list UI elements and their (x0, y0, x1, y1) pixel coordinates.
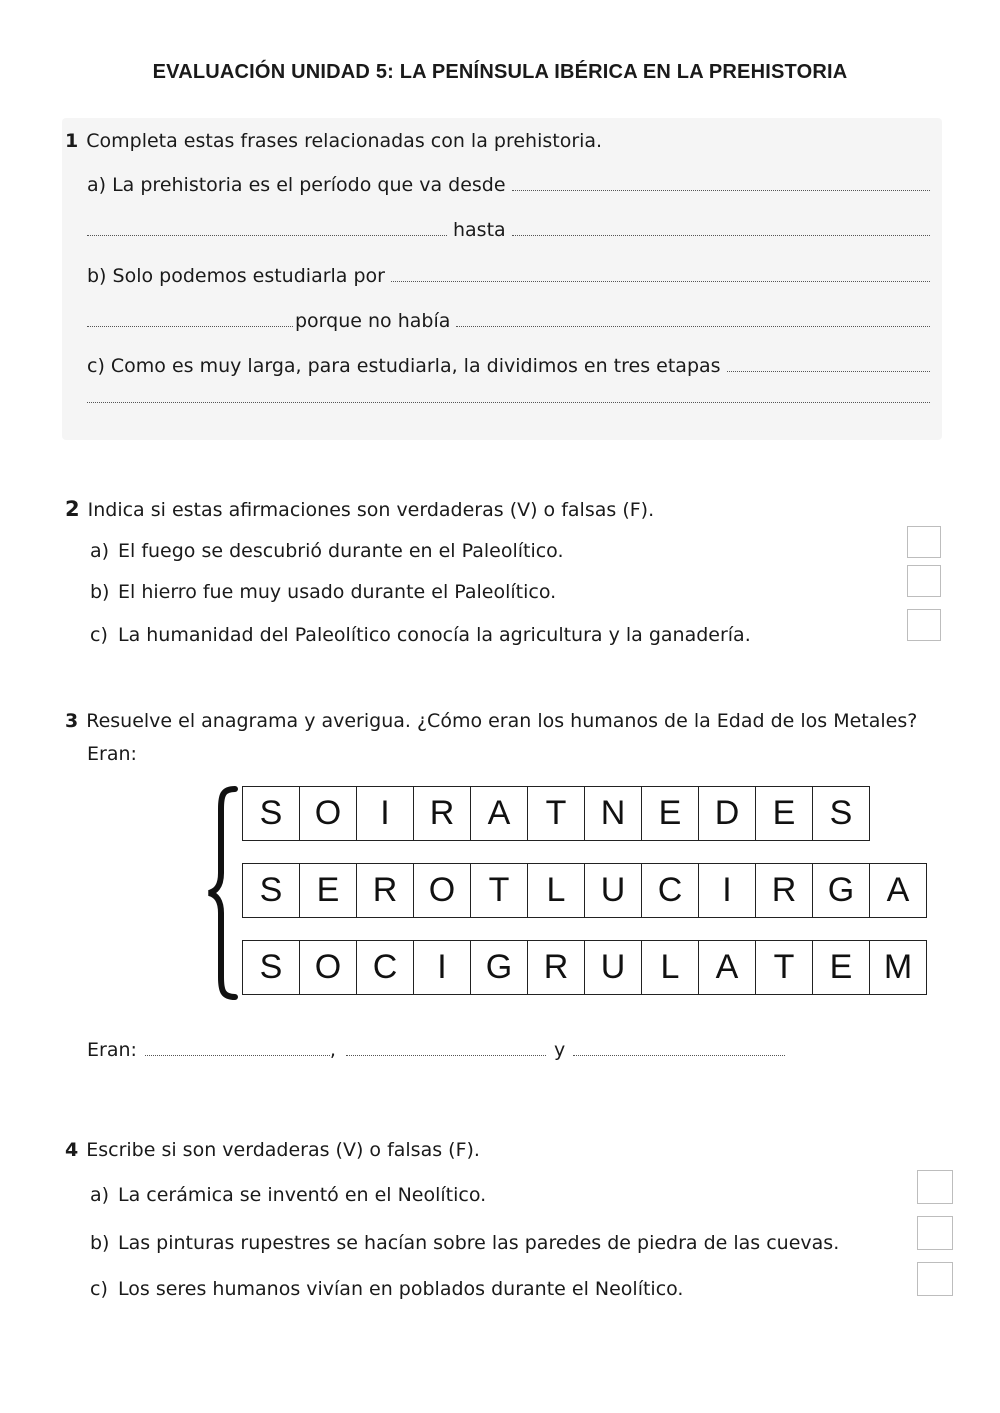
anagram-letter-cell: C (357, 941, 414, 995)
anagram-letter-cell: O (414, 864, 471, 918)
question-4-prompt (65, 1139, 480, 1161)
page-title: EVALUACIÓN UNIDAD 5: LA PENÍNSULA IBÉRICA EN LA PREHISTORIA (152, 61, 848, 83)
q3-answer-blank-2[interactable] (346, 1054, 546, 1056)
q3-answer-line (87, 1039, 787, 1061)
anagram-letter-cell: A (699, 941, 756, 995)
anagram-letter-cell: U (585, 864, 642, 918)
q3-answer-blank-1[interactable] (145, 1054, 330, 1056)
anagram-letter-cell: E (642, 787, 699, 841)
anagram-letter-cell: U (585, 941, 642, 995)
question-4-number: 4 (65, 1139, 79, 1161)
q4-item-c-text: Los seres humanos vivían en poblados durante el Neolítico. (118, 1278, 684, 1300)
q1-a-start-blank[interactable] (87, 234, 447, 236)
q4-item-a (90, 1184, 486, 1206)
q1-a-end-blank[interactable] (512, 234, 930, 236)
q2-item-b-text: El hierro fue muy usado durante el Paleolítico. (118, 581, 557, 603)
anagram-letter-cell: N (585, 787, 642, 841)
anagram-letter-cell: S (243, 787, 300, 841)
q1-line-c (87, 355, 930, 377)
q3-comma: , (329, 1039, 336, 1061)
anagram-letter-cell: G (813, 864, 870, 918)
q1-b-text: b) Solo podemos estudiarla por (87, 265, 385, 287)
q4-answer-box-c[interactable] (917, 1262, 953, 1296)
q2-item-c (90, 624, 751, 646)
question-3-prompt (65, 710, 917, 732)
q2-item-a (90, 540, 564, 562)
question-3-number: 3 (65, 710, 79, 732)
q1-c-text: c) Como es muy larga, para estudiarla, la dividimos en tres etapas (87, 355, 721, 377)
q2-item-c-label: c) (90, 624, 108, 646)
question-3-text: Resuelve el anagrama y averigua. ¿Cómo eran los humanos de la Edad de los Metales? (86, 710, 918, 732)
q2-answer-box-a[interactable] (907, 526, 941, 558)
anagram-letter-cell: R (528, 941, 585, 995)
q4-item-a-text: La cerámica se inventó en el Neolítico. (118, 1184, 487, 1206)
q1-porque-text: porque no había (295, 310, 451, 332)
anagram-letter-cell: T (471, 864, 528, 918)
q2-item-b (90, 581, 556, 603)
anagram-letter-cell: D (699, 787, 756, 841)
q4-item-b-text: Las pinturas rupestres se hacían sobre las paredes de piedra de las cuevas. (118, 1232, 840, 1254)
q1-line-c2 (87, 401, 930, 408)
q1-a-text: a) La prehistoria es el período que va desde (87, 174, 506, 196)
anagram-row-1 (242, 786, 870, 841)
q4-item-c-label: c) (90, 1278, 108, 1300)
anagram-letter-cell: O (300, 787, 357, 841)
q2-item-b-label: b) (90, 581, 110, 603)
question-2-text: Indica si estas afirmaciones son verdaderas (V) o falsas (F). (87, 499, 655, 521)
anagram-letter-cell: C (642, 864, 699, 918)
anagram-letter-cell: I (357, 787, 414, 841)
q3-answer-blank-3[interactable] (573, 1054, 785, 1056)
question-1-text: Completa estas frases relacionadas con la prehistoria. (86, 130, 603, 152)
anagram-letter-cell: M (870, 941, 927, 995)
q4-item-b-label: b) (90, 1232, 110, 1254)
q2-item-c-text: La humanidad del Paleolítico conocía la agricultura y la ganadería. (118, 624, 751, 646)
anagram-letter-cell: R (414, 787, 471, 841)
anagram-letter-cell: A (471, 787, 528, 841)
q1-b-reason-blank[interactable] (87, 325, 293, 327)
anagram-letter-cell: E (813, 941, 870, 995)
q1-c-stages-blank[interactable] (87, 401, 930, 403)
anagram-letter-cell: S (243, 864, 300, 918)
q2-item-a-label: a) (90, 540, 110, 562)
anagram-letter-cell: I (414, 941, 471, 995)
q2-answer-box-c[interactable] (907, 609, 941, 641)
q3-eran-top: Eran: (87, 743, 137, 765)
question-1-number: 1 (65, 130, 79, 152)
curly-brace-icon (205, 785, 245, 1001)
anagram-letter-cell: R (357, 864, 414, 918)
q3-eran-bottom: Eran: (87, 1039, 137, 1061)
question-4-text: Escribe si son verdaderas (V) o falsas (F). (86, 1139, 480, 1161)
q1-line-a (87, 174, 930, 196)
anagram-letter-cell: I (699, 864, 756, 918)
q1-a-answer-blank[interactable] (512, 189, 930, 191)
q1-b-answer-blank[interactable] (391, 280, 930, 282)
q2-answer-box-b[interactable] (907, 565, 941, 597)
q1-b-missing-blank[interactable] (456, 325, 930, 327)
anagram-letter-cell: S (813, 787, 870, 841)
anagram-letter-cell: A (870, 864, 927, 918)
q1-line-b (87, 265, 930, 287)
anagram-row-3 (242, 940, 927, 995)
q1-hasta-text: hasta (453, 219, 506, 241)
anagram-letter-cell: S (243, 941, 300, 995)
anagram-letter-cell: L (642, 941, 699, 995)
q1-line-b2 (87, 310, 930, 332)
anagram-letter-cell: E (756, 787, 813, 841)
question-2-prompt (65, 497, 654, 521)
anagram-letter-cell: R (756, 864, 813, 918)
anagram-letter-cell: E (300, 864, 357, 918)
question-2-number: 2 (65, 497, 80, 521)
q2-item-a-text: El fuego se descubrió durante en el Paleolítico. (118, 540, 564, 562)
q4-item-c (90, 1278, 683, 1300)
q3-y: y (553, 1039, 566, 1061)
anagram-letter-cell: T (756, 941, 813, 995)
q1-c-answer-blank[interactable] (727, 370, 930, 372)
q4-answer-box-a[interactable] (917, 1170, 953, 1204)
anagram-row-2 (242, 863, 927, 918)
q4-answer-box-b[interactable] (917, 1216, 953, 1250)
question-1-prompt (65, 130, 602, 152)
anagram-letter-cell: O (300, 941, 357, 995)
anagram-letter-cell: L (528, 864, 585, 918)
anagram-letter-cell: G (471, 941, 528, 995)
q4-item-a-label: a) (90, 1184, 110, 1206)
anagram-letter-cell: T (528, 787, 585, 841)
q1-line-a2 (87, 219, 930, 241)
q4-item-b (90, 1232, 839, 1254)
